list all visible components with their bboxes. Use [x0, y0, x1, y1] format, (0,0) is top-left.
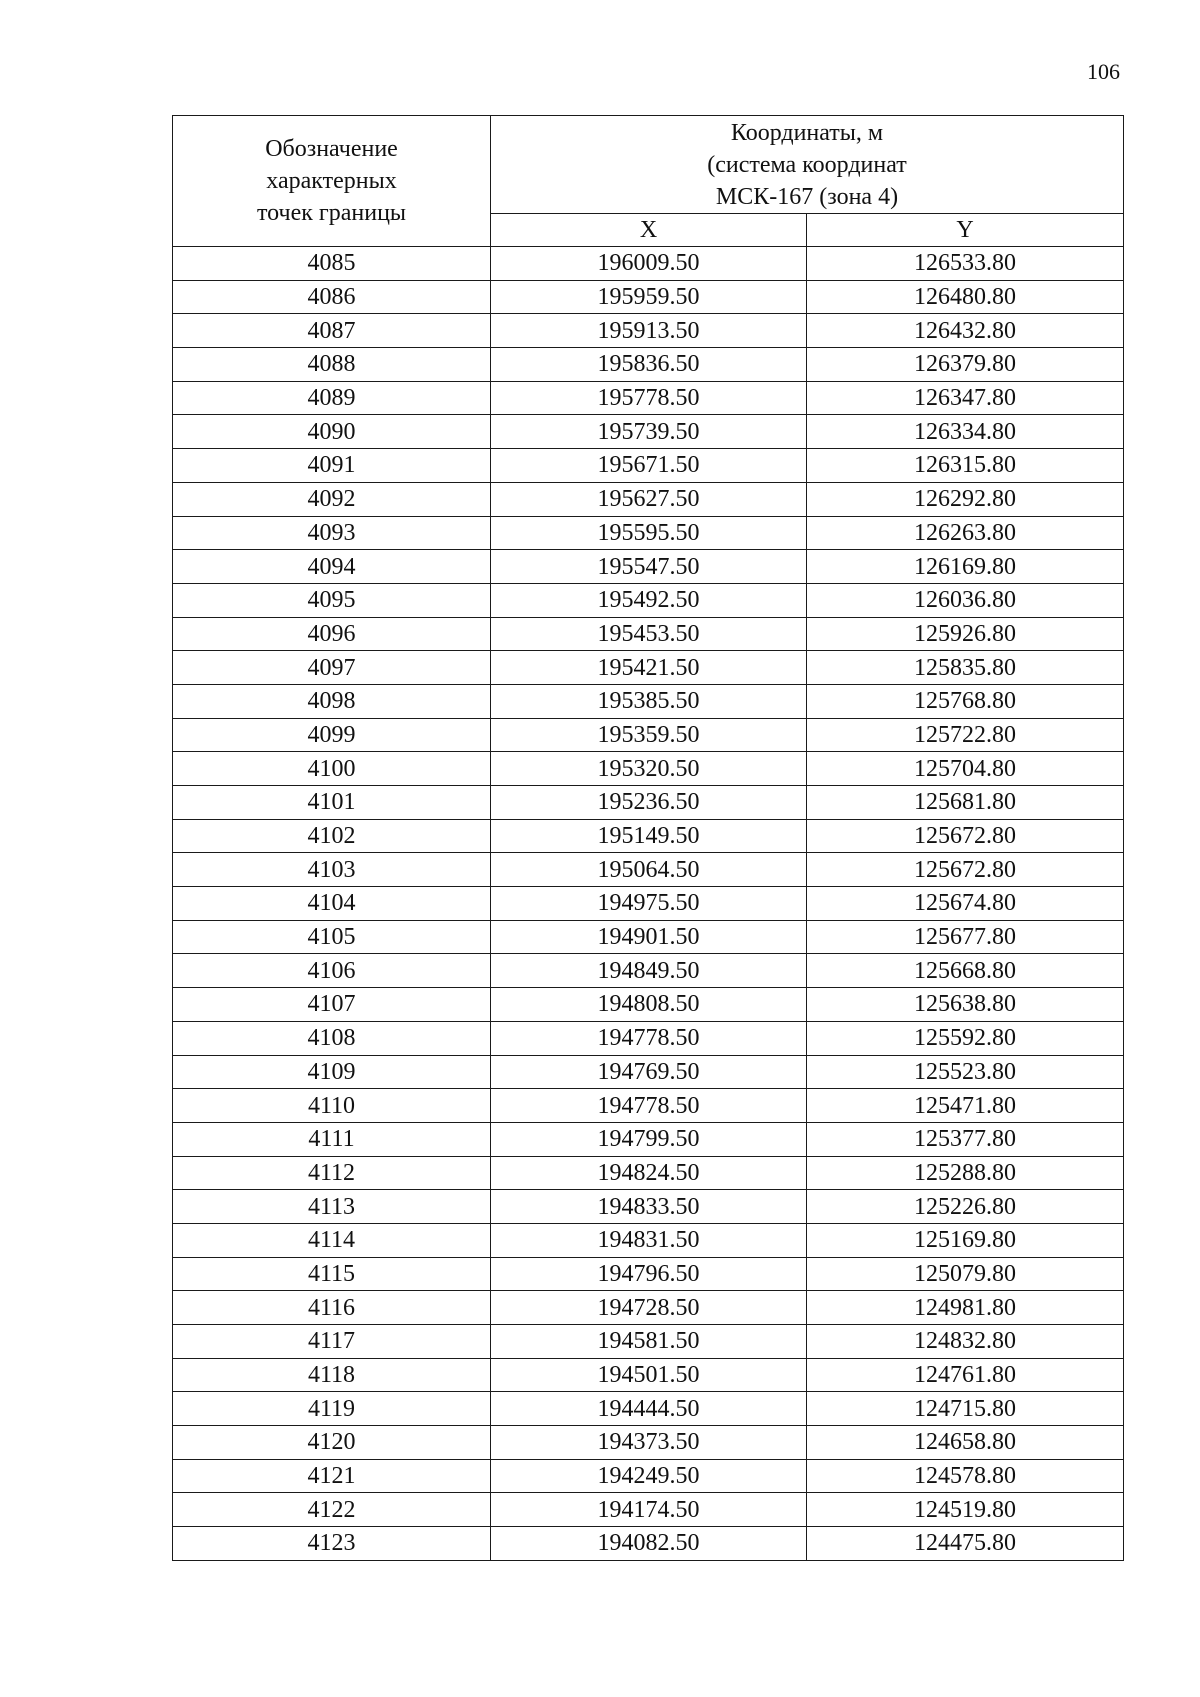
point-cell: 4118 — [173, 1358, 491, 1392]
x-coordinate-cell: 194975.50 — [491, 887, 807, 921]
y-coordinate-cell: 124832.80 — [807, 1325, 1124, 1359]
point-header-line: точек границы — [256, 200, 407, 226]
y-coordinate-cell: 126292.80 — [807, 482, 1124, 516]
coords-header-line: Координаты, м — [730, 119, 884, 146]
table-row — [173, 1089, 1124, 1123]
y-coordinate-cell: 126334.80 — [807, 415, 1124, 449]
table-row — [173, 988, 1124, 1022]
y-coordinate-cell: 125677.80 — [807, 920, 1124, 954]
table-row — [173, 1392, 1124, 1426]
x-coordinate-cell: 194501.50 — [491, 1358, 807, 1392]
y-coordinate-cell: 126263.80 — [807, 516, 1124, 550]
x-coordinate-cell: 194833.50 — [491, 1190, 807, 1224]
y-coordinate-cell: 125668.80 — [807, 954, 1124, 988]
table-row — [173, 415, 1124, 449]
x-coordinate-cell: 195492.50 — [491, 583, 807, 617]
point-header-line: характерных — [266, 168, 397, 194]
x-coordinate-cell: 194769.50 — [491, 1055, 807, 1089]
y-coordinate-cell: 125672.80 — [807, 853, 1124, 887]
point-cell: 4108 — [173, 1021, 491, 1055]
point-cell: 4101 — [173, 786, 491, 820]
y-coordinate-cell: 125377.80 — [807, 1122, 1124, 1156]
point-cell: 4123 — [173, 1527, 491, 1561]
table-row — [173, 550, 1124, 584]
point-cell: 4099 — [173, 718, 491, 752]
x-coordinate-cell: 195149.50 — [491, 819, 807, 853]
x-coordinate-cell: 195421.50 — [491, 651, 807, 685]
coordinates-header — [491, 116, 1124, 214]
point-cell: 4111 — [173, 1122, 491, 1156]
point-cell: 4120 — [173, 1426, 491, 1460]
table-row — [173, 1190, 1124, 1224]
table-row — [173, 482, 1124, 516]
y-coordinate-cell: 125079.80 — [807, 1257, 1124, 1291]
y-column-header: Y — [807, 214, 1124, 247]
point-cell: 4098 — [173, 684, 491, 718]
x-coordinate-cell: 194728.50 — [491, 1291, 807, 1325]
table-row — [173, 786, 1124, 820]
table-row — [173, 1493, 1124, 1527]
point-cell: 4089 — [173, 381, 491, 415]
x-coordinate-cell: 195236.50 — [491, 786, 807, 820]
x-coordinate-cell: 194799.50 — [491, 1122, 807, 1156]
y-coordinate-cell: 126036.80 — [807, 583, 1124, 617]
table-row — [173, 954, 1124, 988]
table-row — [173, 381, 1124, 415]
point-cell: 4100 — [173, 752, 491, 786]
table-row — [173, 1358, 1124, 1392]
x-coordinate-cell: 195836.50 — [491, 348, 807, 382]
table-row — [173, 1223, 1124, 1257]
point-cell: 4115 — [173, 1257, 491, 1291]
x-coordinate-cell: 195959.50 — [491, 280, 807, 314]
y-coordinate-cell: 126480.80 — [807, 280, 1124, 314]
table-row — [173, 1291, 1124, 1325]
table-header — [173, 116, 1124, 247]
point-cell: 4102 — [173, 819, 491, 853]
y-coordinate-cell: 125835.80 — [807, 651, 1124, 685]
point-cell: 4091 — [173, 449, 491, 483]
y-coordinate-cell: 124715.80 — [807, 1392, 1124, 1426]
y-coordinate-cell: 125592.80 — [807, 1021, 1124, 1055]
point-cell: 4093 — [173, 516, 491, 550]
point-cell: 4103 — [173, 853, 491, 887]
table-row — [173, 684, 1124, 718]
point-cell: 4097 — [173, 651, 491, 685]
x-coordinate-cell: 194796.50 — [491, 1257, 807, 1291]
table-row — [173, 314, 1124, 348]
x-coordinate-cell: 195913.50 — [491, 314, 807, 348]
table-row — [173, 1527, 1124, 1561]
y-coordinate-cell: 125638.80 — [807, 988, 1124, 1022]
x-coordinate-cell: 195320.50 — [491, 752, 807, 786]
y-coordinate-cell: 126347.80 — [807, 381, 1124, 415]
x-coordinate-cell: 194849.50 — [491, 954, 807, 988]
point-cell: 4094 — [173, 550, 491, 584]
point-header-line: Обозначение — [265, 136, 398, 162]
x-coordinate-cell: 195064.50 — [491, 853, 807, 887]
point-cell: 4109 — [173, 1055, 491, 1089]
table-row — [173, 887, 1124, 921]
point-cell: 4105 — [173, 920, 491, 954]
y-coordinate-cell: 125523.80 — [807, 1055, 1124, 1089]
x-coordinate-cell: 195547.50 — [491, 550, 807, 584]
point-cell: 4088 — [173, 348, 491, 382]
point-cell: 4085 — [173, 247, 491, 281]
x-coordinate-cell: 195359.50 — [491, 718, 807, 752]
x-coordinate-cell: 195739.50 — [491, 415, 807, 449]
table-row — [173, 651, 1124, 685]
y-coordinate-cell: 125471.80 — [807, 1089, 1124, 1123]
x-coordinate-cell: 194778.50 — [491, 1089, 807, 1123]
point-cell: 4110 — [173, 1089, 491, 1123]
point-cell: 4113 — [173, 1190, 491, 1224]
y-coordinate-cell: 125926.80 — [807, 617, 1124, 651]
table-row — [173, 1122, 1124, 1156]
table-row — [173, 247, 1124, 281]
point-cell: 4114 — [173, 1223, 491, 1257]
x-coordinate-cell: 194373.50 — [491, 1426, 807, 1460]
table-row — [173, 516, 1124, 550]
table-row — [173, 1156, 1124, 1190]
y-coordinate-cell: 125681.80 — [807, 786, 1124, 820]
table-row — [173, 1021, 1124, 1055]
y-coordinate-cell: 126379.80 — [807, 348, 1124, 382]
y-coordinate-cell: 125722.80 — [807, 718, 1124, 752]
table-row — [173, 1055, 1124, 1089]
x-coordinate-cell: 194082.50 — [491, 1527, 807, 1561]
y-coordinate-cell: 126432.80 — [807, 314, 1124, 348]
y-coordinate-cell: 125672.80 — [807, 819, 1124, 853]
y-coordinate-cell: 125226.80 — [807, 1190, 1124, 1224]
table-row — [173, 583, 1124, 617]
y-coordinate-cell: 125674.80 — [807, 887, 1124, 921]
coordinates-table — [172, 115, 1124, 1561]
x-coordinate-cell: 194174.50 — [491, 1493, 807, 1527]
y-coordinate-cell: 124658.80 — [807, 1426, 1124, 1460]
y-coordinate-cell: 124761.80 — [807, 1358, 1124, 1392]
y-coordinate-cell: 124475.80 — [807, 1527, 1124, 1561]
y-coordinate-cell: 124981.80 — [807, 1291, 1124, 1325]
x-coordinate-cell: 194808.50 — [491, 988, 807, 1022]
y-coordinate-cell: 126315.80 — [807, 449, 1124, 483]
point-cell: 4107 — [173, 988, 491, 1022]
y-coordinate-cell: 125169.80 — [807, 1223, 1124, 1257]
table-row — [173, 449, 1124, 483]
table-row — [173, 617, 1124, 651]
point-cell: 4090 — [173, 415, 491, 449]
point-cell: 4122 — [173, 1493, 491, 1527]
y-coordinate-cell: 125768.80 — [807, 684, 1124, 718]
x-coordinate-cell: 194444.50 — [491, 1392, 807, 1426]
y-coordinate-cell: 124578.80 — [807, 1459, 1124, 1493]
table-row — [173, 752, 1124, 786]
point-cell: 4117 — [173, 1325, 491, 1359]
y-coordinate-cell: 124519.80 — [807, 1493, 1124, 1527]
table-row — [173, 853, 1124, 887]
point-cell: 4119 — [173, 1392, 491, 1426]
table-row — [173, 1426, 1124, 1460]
point-cell: 4121 — [173, 1459, 491, 1493]
coords-header-line: (система координат — [707, 151, 907, 178]
table-row — [173, 718, 1124, 752]
x-coordinate-cell: 195778.50 — [491, 381, 807, 415]
x-coordinate-cell: 194831.50 — [491, 1223, 807, 1257]
x-coordinate-cell: 194581.50 — [491, 1325, 807, 1359]
x-coordinate-cell: 195385.50 — [491, 684, 807, 718]
coords-header-line: МСК-167 (зона 4) — [715, 183, 899, 210]
point-cell: 4092 — [173, 482, 491, 516]
x-coordinate-cell: 194824.50 — [491, 1156, 807, 1190]
x-coordinate-cell: 196009.50 — [491, 247, 807, 281]
x-coordinate-cell: 194249.50 — [491, 1459, 807, 1493]
x-column-header: X — [491, 214, 807, 247]
table-row — [173, 1257, 1124, 1291]
table-body — [173, 247, 1124, 1561]
point-cell: 4116 — [173, 1291, 491, 1325]
point-cell: 4106 — [173, 954, 491, 988]
x-coordinate-cell: 195595.50 — [491, 516, 807, 550]
table-row — [173, 348, 1124, 382]
table-row — [173, 1459, 1124, 1493]
x-coordinate-cell: 195453.50 — [491, 617, 807, 651]
point-cell: 4087 — [173, 314, 491, 348]
x-coordinate-cell: 195627.50 — [491, 482, 807, 516]
table-row — [173, 920, 1124, 954]
point-cell: 4096 — [173, 617, 491, 651]
table-row — [173, 280, 1124, 314]
x-coordinate-cell: 194901.50 — [491, 920, 807, 954]
point-cell: 4104 — [173, 887, 491, 921]
y-coordinate-cell: 126169.80 — [807, 550, 1124, 584]
page-number: 106 — [1087, 59, 1120, 84]
table-row — [173, 819, 1124, 853]
y-coordinate-cell: 126533.80 — [807, 247, 1124, 281]
x-coordinate-cell: 194778.50 — [491, 1021, 807, 1055]
x-coordinate-cell: 195671.50 — [491, 449, 807, 483]
point-cell: 4086 — [173, 280, 491, 314]
point-cell: 4112 — [173, 1156, 491, 1190]
table-row — [173, 1325, 1124, 1359]
point-designation-header — [173, 116, 491, 247]
y-coordinate-cell: 125704.80 — [807, 752, 1124, 786]
point-cell: 4095 — [173, 583, 491, 617]
y-coordinate-cell: 125288.80 — [807, 1156, 1124, 1190]
